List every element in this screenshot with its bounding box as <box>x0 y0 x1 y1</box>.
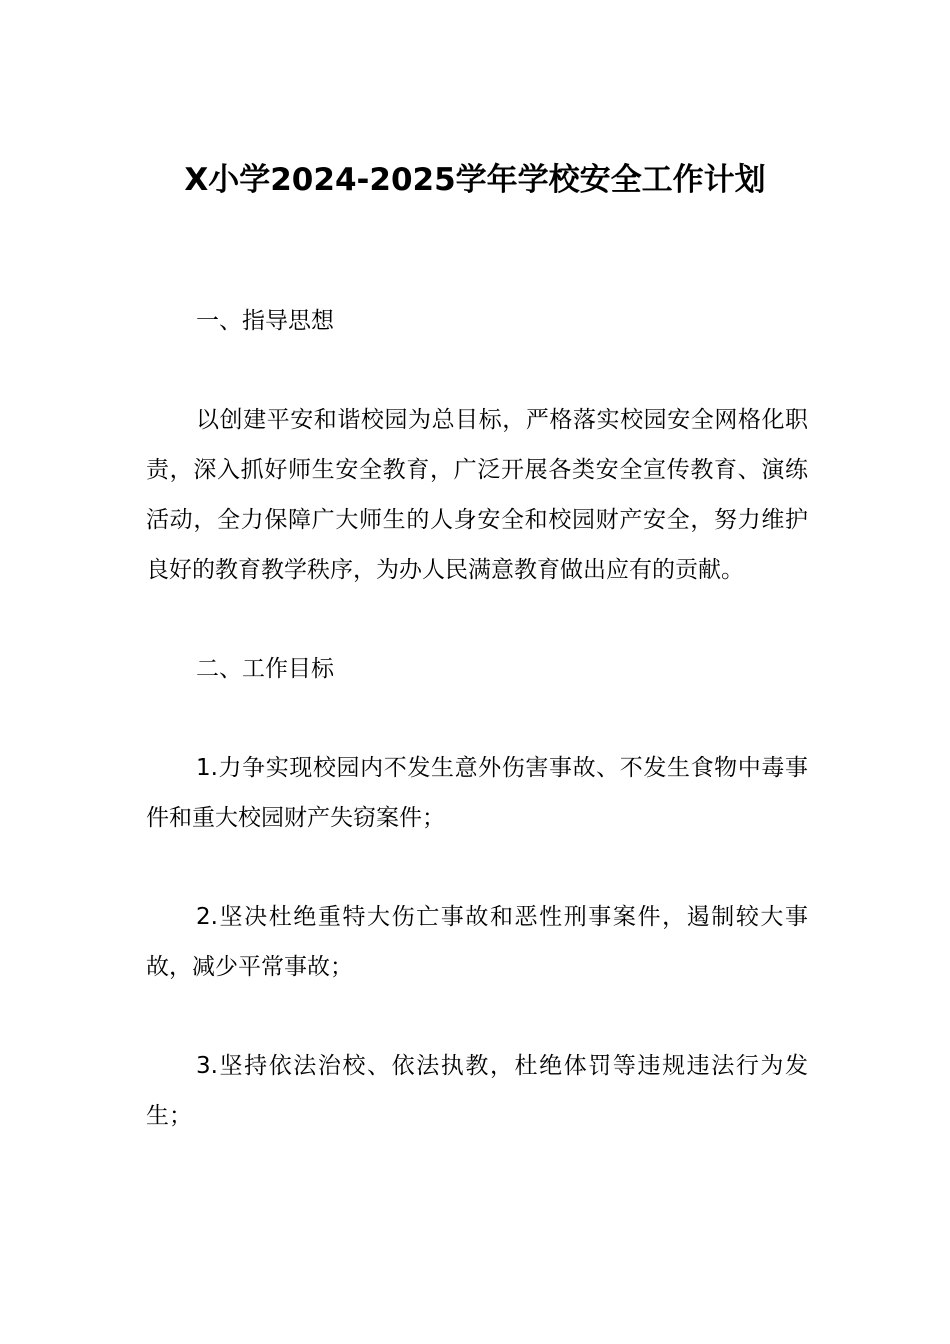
guiding-ideology-paragraph: 以创建平安和谐校园为总目标，严格落实校园安全网格化职责，深入抓好师生安全教育，广泛开展各类安全宣传教育、演练活动，全力保障广大师生的人身安全和校园财产安全，努力维护良好的教育教学秩序，为办人民满意教育做出应有的贡献。 <box>146 407 808 583</box>
section-heading-guiding-ideology: 一、指导思想 <box>196 308 334 334</box>
work-goal-item-3: 3.坚持依法治校、依法执教，杜绝体罚等违规违法行为发生； <box>146 1053 808 1129</box>
paragraph-spacer <box>146 346 808 395</box>
paragraph-spacer <box>146 694 808 743</box>
document-body <box>146 296 808 1141</box>
section-heading-work-goals: 二、工作目标 <box>196 656 334 682</box>
paragraph-spacer <box>146 992 808 1041</box>
paragraph-spacer <box>146 843 808 892</box>
work-goal-item-2: 2.坚决杜绝重特大伤亡事故和恶性刑事案件，遏制较大事故，减少平常事故； <box>146 904 808 980</box>
work-goal-item-1: 1.力争实现校园内不发生意外伤害事故、不发生食物中毒事件和重大校园财产失窃案件； <box>146 755 808 831</box>
paragraph-spacer <box>146 595 808 644</box>
document-title: X小学2024-2025学年学校安全工作计划 <box>184 162 766 198</box>
